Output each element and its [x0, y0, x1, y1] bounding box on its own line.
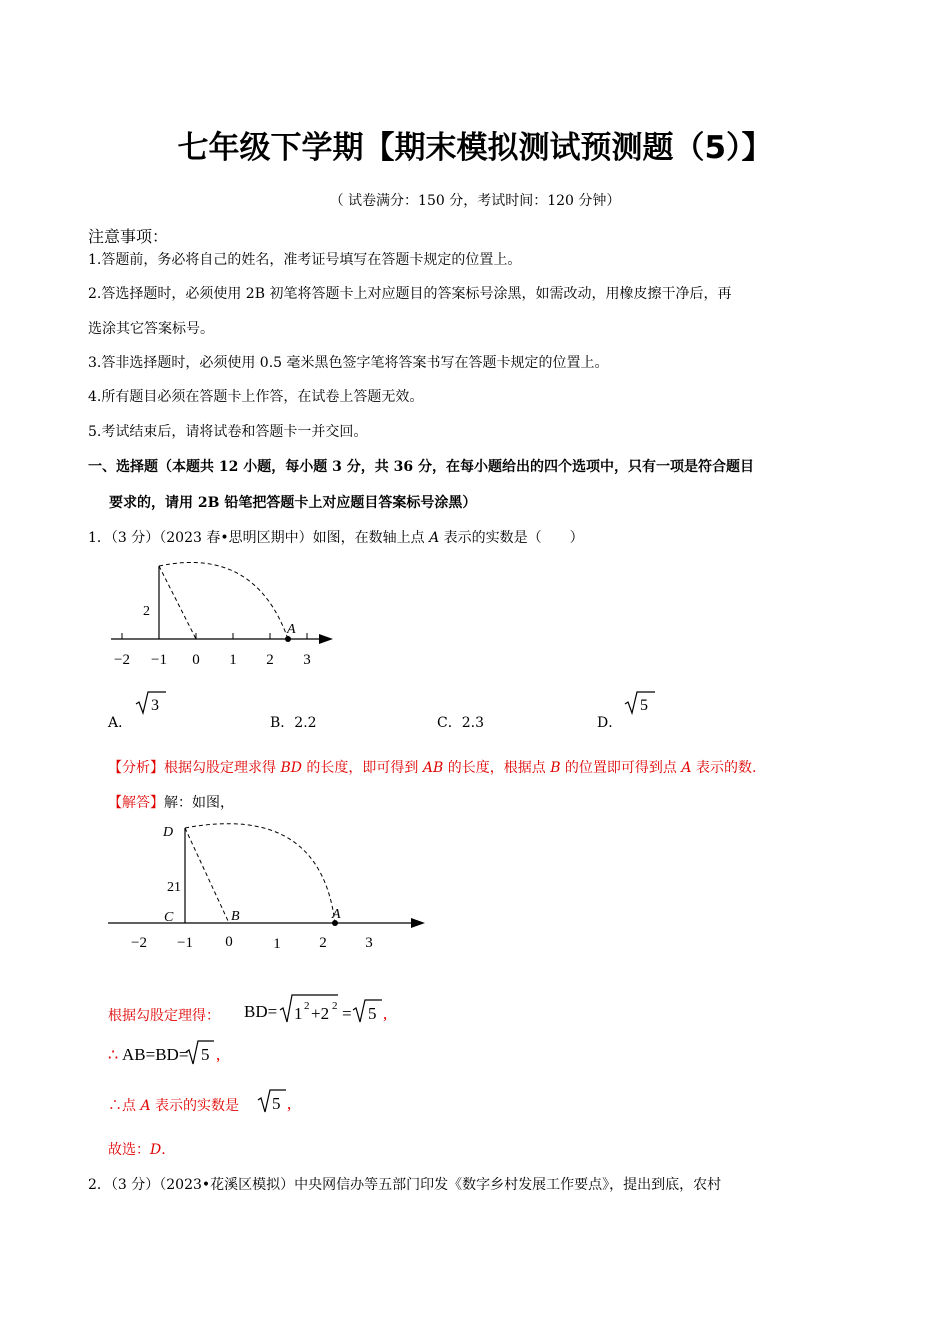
formula-part: BD= — [244, 1002, 278, 1021]
solution-intro-text: 解：如图， — [164, 795, 234, 811]
stem-text: 1．（3 分）（2023 春•思明区期中）如图，在数轴上点 — [88, 530, 430, 546]
number-line-arrow — [319, 634, 333, 644]
analysis-text: 的长度，根据点 — [443, 760, 551, 776]
radicand: 5 — [640, 697, 648, 714]
analysis-var: BD — [280, 760, 302, 776]
therefore-symbol: ∴ — [108, 1047, 119, 1064]
option-a[interactable] — [108, 712, 132, 732]
step3-text — [108, 1095, 239, 1115]
tick-label: 3 — [303, 652, 311, 668]
analysis-var: AB — [422, 760, 444, 776]
formula-part: 1 — [294, 1004, 303, 1023]
tick-label: 1 — [273, 936, 281, 952]
analysis-text: 的位置即可得到点 — [560, 760, 682, 776]
analysis-var: B — [550, 760, 561, 776]
formula-part: = — [342, 1004, 352, 1023]
question-1-stem — [88, 527, 584, 547]
note-item: 2.答选择题时，必须使用 2B 初笔将答题卡上对应题目的答案标号涂黑，如需改动，用橡皮擦干净后，再 — [88, 286, 732, 302]
formula-part: AB=BD= — [122, 1045, 189, 1064]
radical-sign-icon — [186, 1041, 214, 1064]
therefore-symbol: ∴ — [108, 1098, 122, 1114]
radicand: 5 — [272, 1094, 281, 1113]
analysis-var: A — [681, 760, 692, 776]
formula-exponent: 2 — [332, 1000, 338, 1012]
analysis-text: 表示的数. — [691, 760, 757, 776]
stem-text: 表示的实数是（ ） — [439, 530, 584, 546]
option-value: 2.3 — [461, 715, 484, 731]
analysis-text: 的长度，即可得到 — [301, 760, 423, 776]
height-label: 21 — [167, 880, 181, 895]
tick-label: −2 — [114, 652, 130, 668]
option-letter: D． — [597, 715, 623, 731]
arc-dashed — [185, 824, 335, 923]
formula-end: , — [216, 1045, 221, 1064]
step2-formula — [106, 1036, 236, 1072]
formula-part: 5 — [201, 1045, 210, 1064]
analysis-text: 根据勾股定理求得 — [164, 760, 281, 776]
section-heading-line1: 一、选择题（本题共 12 小题，每小题 3 分，共 36 分，在每小题给出的四个选项中，只有一项是符合题目 — [88, 459, 754, 475]
tick-label: 0 — [225, 934, 233, 950]
option-letter: A． — [108, 715, 133, 731]
answer-value: D — [150, 1142, 162, 1158]
hypotenuse-dashed — [159, 566, 196, 639]
formula-part: +2 — [311, 1004, 330, 1023]
note-item: 5.考试结束后，请将试卷和答题卡一并交回。 — [88, 424, 368, 440]
point-a-label: A — [287, 622, 296, 637]
formula-end: , — [287, 1094, 292, 1113]
answer-label: 故选： — [108, 1142, 150, 1158]
stem-variable: A — [429, 530, 440, 546]
arc-dashed — [159, 562, 288, 639]
tick-label: 0 — [192, 652, 200, 668]
step1-formula — [242, 990, 402, 1030]
question-1-number-line-figure — [105, 556, 345, 674]
option-letter: B． — [270, 715, 295, 731]
point-d-label: D — [163, 825, 174, 840]
point-a-label: A — [332, 907, 341, 922]
solution-figure — [105, 818, 435, 958]
option-c[interactable] — [437, 712, 484, 732]
formula-part: 5 — [368, 1004, 377, 1023]
number-line-arrow — [411, 918, 425, 928]
height-label: 2 — [143, 604, 150, 619]
section-heading-line2: 要求的，请用 2B 铅笔把答题卡上对应题目答案标号涂黑） — [109, 495, 477, 511]
tick-label: −1 — [151, 652, 167, 668]
option-d-radical — [622, 689, 656, 717]
page-title: 七年级下学期【期末模拟测试预测题（5）】 — [177, 130, 773, 166]
point-b-label: B — [231, 909, 240, 924]
option-value: 2.2 — [294, 715, 317, 731]
note-item: 4.所有题目必须在答题卡上作答，在试卷上答题无效。 — [88, 389, 424, 405]
step3-radical — [256, 1086, 306, 1118]
tick-label: −1 — [177, 935, 193, 951]
solution-intro — [108, 792, 234, 812]
analysis-line — [108, 757, 756, 777]
segment-db-dashed — [185, 828, 229, 923]
formula-exponent: 2 — [304, 1000, 310, 1012]
step3-var: A — [140, 1098, 151, 1114]
tick-label: 1 — [229, 652, 237, 668]
notes-heading: 注意事项： — [88, 227, 169, 246]
step3-part: 表示的实数是 — [150, 1098, 240, 1114]
option-d[interactable] — [597, 712, 622, 732]
note-item: 1.答题前，务必将自己的姓名，准考证号填写在答题卡规定的位置上。 — [88, 252, 522, 268]
question-2-stem: 2．（3 分）（2023•花溪区模拟）中央网信办等五部门印发《数字乡村发展工作要点》，提出到底，农村 — [88, 1177, 722, 1193]
tick-label: 2 — [319, 935, 327, 951]
step1-text: 根据勾股定理得： — [108, 1008, 220, 1024]
analysis-tag: 【分析】 — [108, 760, 164, 776]
option-b[interactable] — [270, 712, 317, 732]
option-a-radical — [133, 689, 167, 717]
tick-label: −2 — [131, 935, 147, 951]
tick-label: 2 — [266, 652, 274, 668]
answer-line — [108, 1139, 166, 1159]
option-letter: C． — [437, 715, 462, 731]
exam-info: （ 试卷满分：150 分，考试时间：120 分钟） — [329, 193, 621, 209]
point-c-label: C — [164, 910, 174, 925]
formula-end: , — [383, 1004, 388, 1023]
solution-tag: 【解答】 — [108, 795, 164, 811]
note-item: 选涂其它答案标号。 — [88, 321, 214, 337]
tick-label: 3 — [365, 935, 373, 951]
step3-part: 点 — [122, 1098, 141, 1114]
note-item: 3.答非选择题时，必须使用 0.5 毫米黑色签字笔将答案书写在答题卡规定的位置上。 — [88, 355, 609, 371]
radicand: 3 — [151, 697, 159, 714]
answer-end: . — [161, 1142, 166, 1158]
